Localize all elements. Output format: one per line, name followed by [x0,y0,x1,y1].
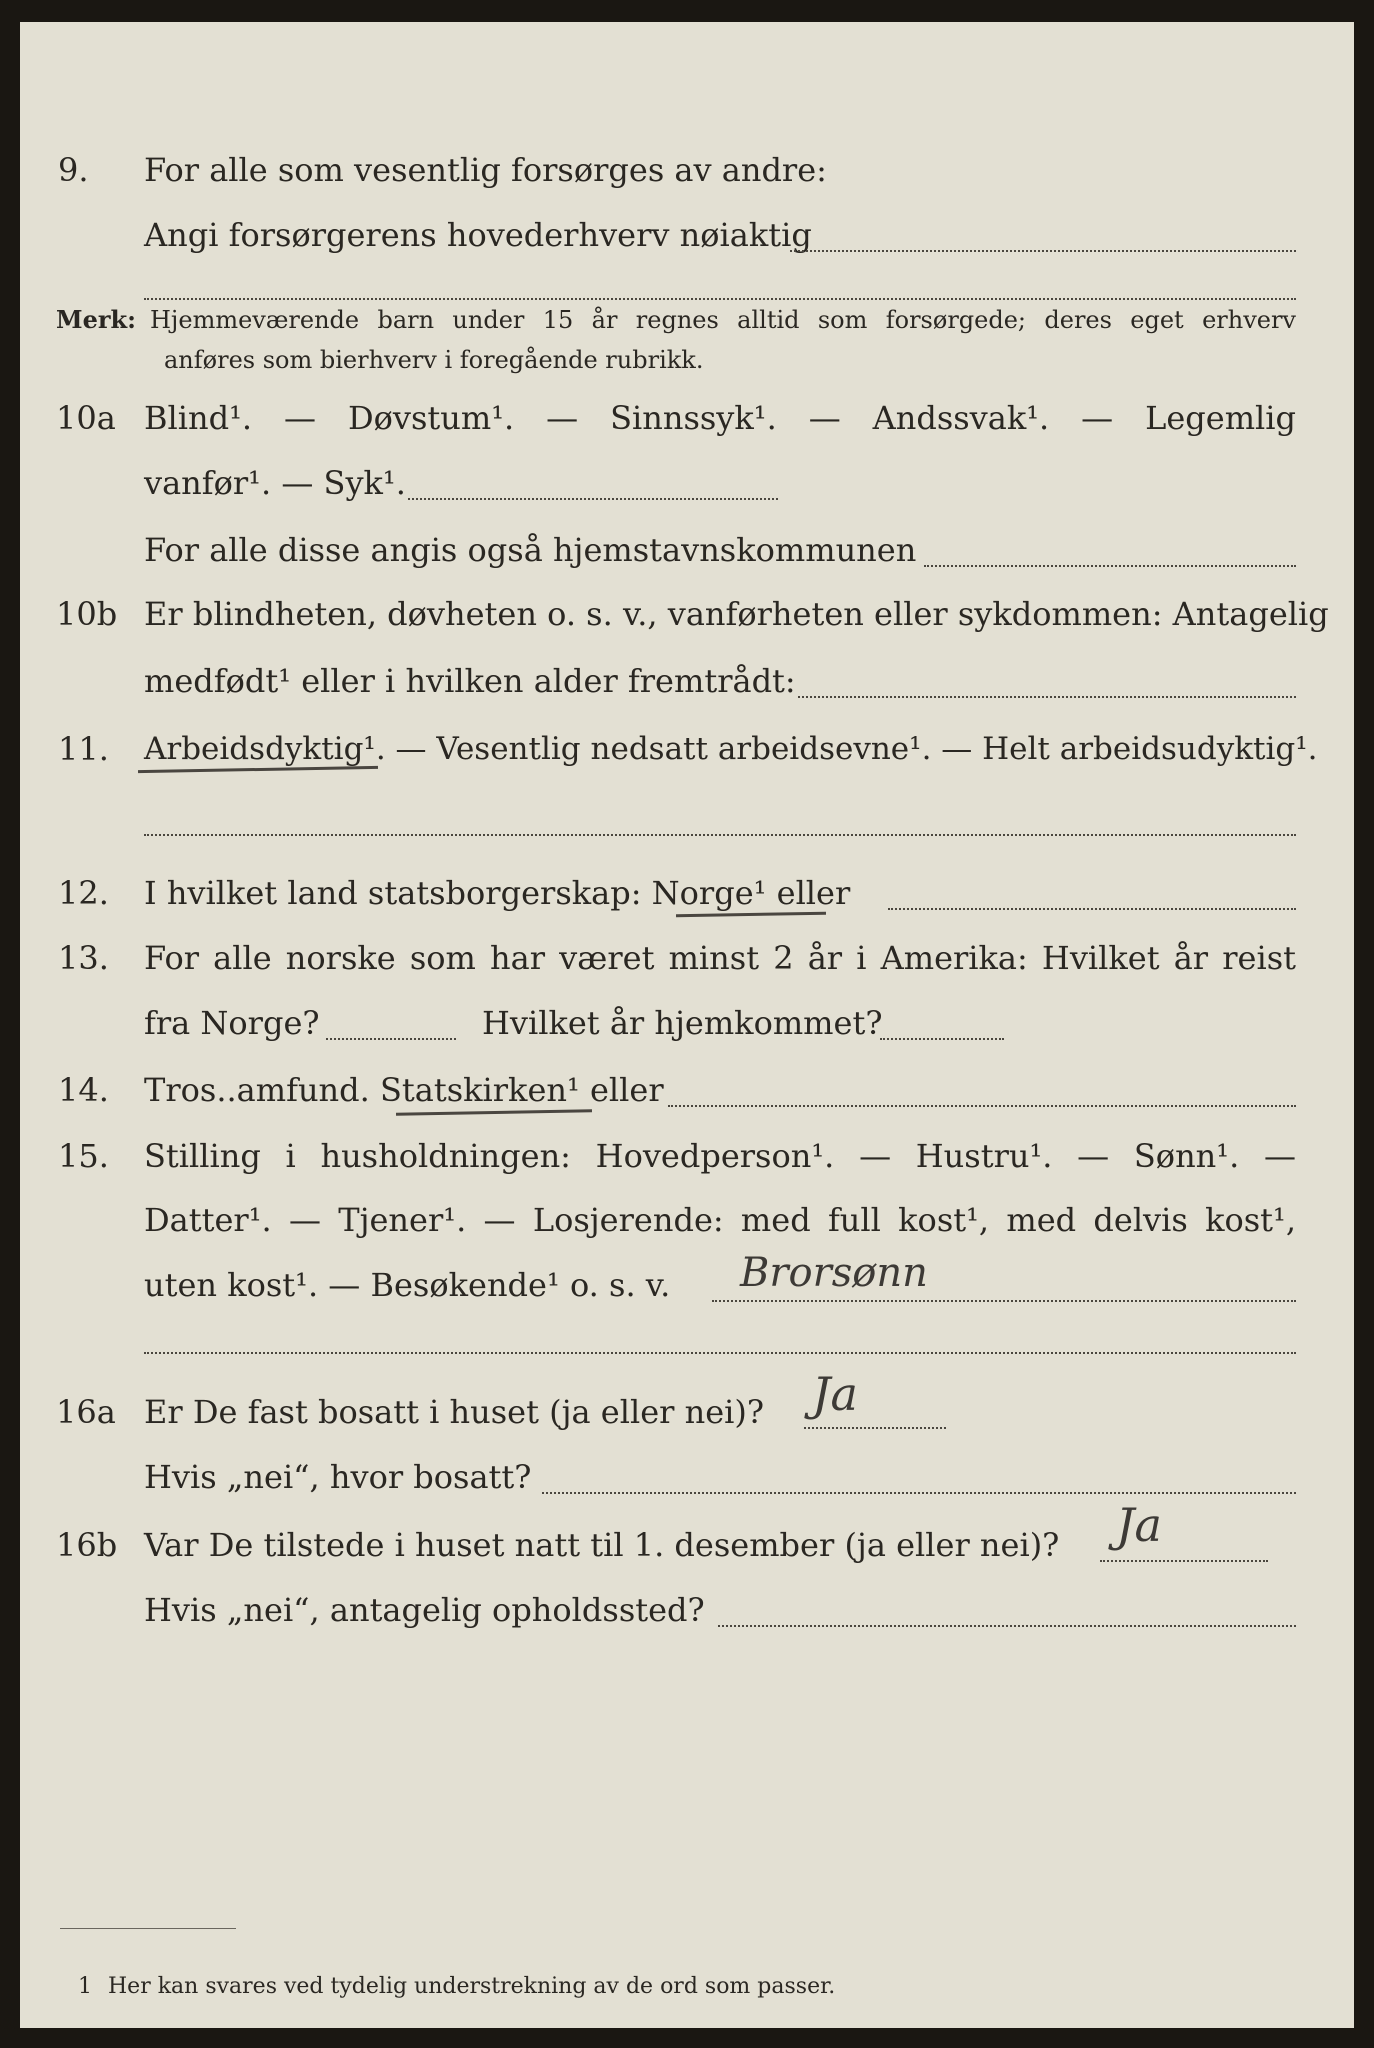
q9-line2 [20,210,1354,260]
q11-line1 [20,724,1354,774]
q16a-line1 [20,1367,1354,1437]
q11-answer-line[interactable] [144,834,1296,836]
q11-number: 11. [58,730,109,768]
q15-number: 15. [58,1137,109,1175]
q16b-subquestion: Hvis „nei“, antagelig opholdssted? [144,1591,705,1629]
q13-return-line[interactable] [880,1038,1004,1040]
q10a-line3 [20,525,1354,575]
q16b-handwritten-answer: Ja [1116,1498,1162,1552]
q15-line2 [20,1195,1354,1245]
q16b-number: 16b [56,1526,118,1564]
q16b-line1 [20,1498,1354,1570]
census-form-page [20,22,1354,2028]
q10a-answer-line[interactable] [408,498,778,500]
q11-question: Arbeidsdyktig¹. — Vesentlig nedsatt arbeidsevne¹. — Helt arbeidsudyktig¹. [144,731,1318,767]
q15-extra-line [20,1312,1354,1362]
q13-number: 13. [58,939,109,977]
q14-question: Tros..amfund. Statskirken¹ eller [144,1071,664,1109]
q13-right-question: Hvilket år hjemkommet? [482,1004,883,1042]
q12-answer-line[interactable] [888,908,1296,910]
merk-text-2: anføres som bierhverv i foregående rubrikk. [164,346,704,374]
q15-line3 [20,1250,1354,1310]
q10a-question: Blind¹. — Døvstum¹. — Sinnssyk¹. — Andssvak¹. — Legemlig [144,399,1296,437]
q12-question: I hvilket land statsborgerskap: Norge¹ eller [144,874,851,912]
q15-line1 [20,1131,1354,1181]
q9-question: For alle som vesentlig forsørges av andre: [144,151,827,189]
q10a-hometown-question: For alle disse angis også hjemstavnskommunen [144,531,917,569]
q16b-line2 [20,1585,1354,1635]
q10b-number: 10b [56,595,118,633]
q10a-hometown-line[interactable] [924,565,1296,567]
q13-line2 [20,998,1354,1048]
q9-answer-line[interactable] [790,250,1296,252]
q16b-location-line[interactable] [718,1625,1296,1627]
q14-number: 14. [58,1071,109,1109]
q10a-number: 10a [56,399,116,437]
merk-label: Merk: [56,305,136,334]
merk-line2 [20,340,1354,380]
q10b-answer-line[interactable] [798,696,1296,698]
q15-handwritten-answer: Brorsønn [740,1250,928,1296]
q16b-question: Var De tilstede i huset natt til 1. desember (ja eller nei)? [144,1526,1060,1564]
q10a-line1 [20,393,1354,443]
q9-subquestion: Angi forsørgerens hovederhverv nøiaktig [144,216,812,254]
q16a-number: 16a [56,1393,116,1431]
q15-answer-line[interactable] [712,1300,1296,1302]
q12-line1 [20,868,1354,918]
q16a-line2 [20,1452,1354,1502]
q15-question: Stilling i husholdningen: Hovedperson¹. — Hustru¹. — Sønn¹. — [144,1137,1296,1175]
q15-question-2: Datter¹. — Tjener¹. — Losjerende: med full kost¹, med delvis kost¹, [144,1201,1296,1239]
q10b-question: Er blindheten, døvheten o. s. v., vanførheten eller sykdommen: Antagelig [144,595,1329,633]
q10a-line2 [20,458,1354,508]
q16b-answer-line[interactable] [1100,1560,1268,1562]
footnote [20,1970,1354,2004]
q13-line1 [20,933,1354,983]
q10a-subquestion: vanfør¹. — Syk¹. [144,464,406,502]
q15-question-3: uten kost¹. — Besøkende¹ o. s. v. [144,1266,671,1304]
q13-departure-line[interactable] [326,1038,456,1040]
q9-number: 9. [58,151,89,189]
footnote-mark: 1 [78,1974,92,1999]
q10b-line2 [20,656,1354,706]
footnote-rule [60,1928,236,1929]
q16a-residence-line[interactable] [542,1492,1296,1494]
q16a-question: Er De fast bosatt i huset (ja eller nei)? [144,1393,765,1431]
merk-line1 [20,300,1354,340]
q14-line1 [20,1065,1354,1115]
q16a-handwritten-answer: Ja [812,1367,858,1421]
merk-text-1: Hjemmeværende barn under 15 år regnes alltid som forsørgede; deres eget erhverv [150,306,1296,334]
q10b-subquestion: medfødt¹ eller i hvilken alder fremtrådt: [144,662,796,700]
q10b-line1 [20,589,1354,639]
q15-answer-line-2[interactable] [144,1352,1296,1354]
q16a-subquestion: Hvis „nei“, hvor bosatt? [144,1458,532,1496]
footnote-text: Her kan svares ved tydelig understrekning av de ord som passer. [108,1974,836,1999]
q14-answer-line[interactable] [668,1105,1296,1107]
q16a-answer-line[interactable] [804,1427,946,1429]
q12-number: 12. [58,874,109,912]
q9-line1 [20,145,1354,195]
q11-extra-line [20,794,1354,844]
q13-question: For alle norske som har været minst 2 år i Amerika: Hvilket år reist [144,939,1296,977]
q13-left-question: fra Norge? [144,1004,320,1042]
